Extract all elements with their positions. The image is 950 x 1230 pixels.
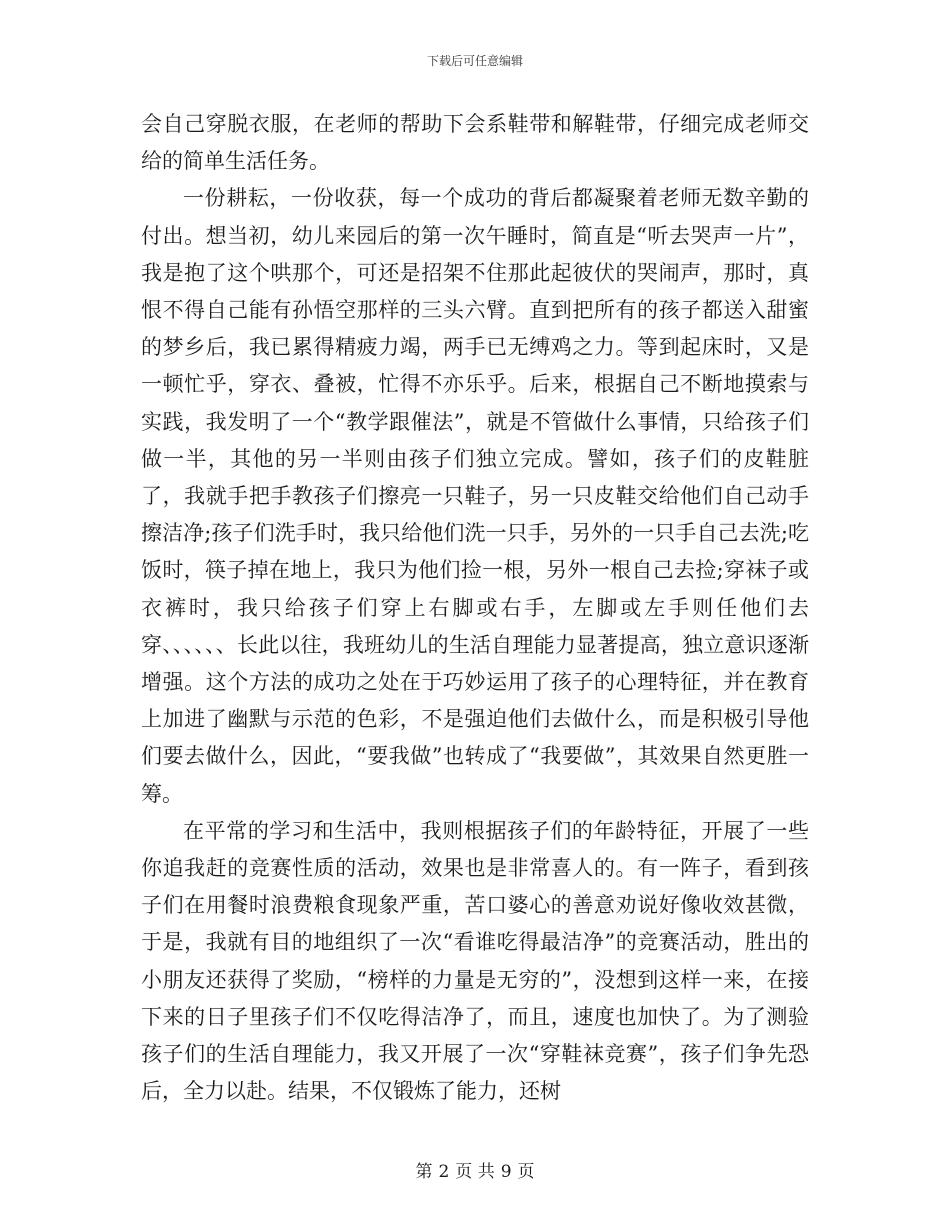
- footer-page-number: 2: [438, 1162, 450, 1182]
- page-footer: [0, 1157, 950, 1182]
- footer-suffix: 页: [517, 1162, 535, 1182]
- footer-middle: 页 共: [455, 1162, 495, 1182]
- paragraph-3: 在平常的学习和生活中，我则根据孩子们的年龄特征，开展了一些你追我赶的竞赛性质的活动，效果也是非常喜人的。有一阵子，看到孩子们在用餐时浪费粮食现象严重，苦口婆心的善意劝说好像收效甚微，于是，我就有目的地组织了一次“看谁吃得最洁净”的竞赛活动，胜出的小朋友还获得了奖励，“榜样的力量是无穷的”，没想到这样一来，在接下来的日子里孩子们不仅吃得洁净了，而且，速度也加快了。为了测验孩子们的生活自理能力，我又开展了一次“穿鞋袜竞赛”，孩子们争先恐后，全力以赴。结果，不仅锻炼了能力，还树: [141, 818, 809, 1104]
- document-body: [141, 106, 809, 1110]
- page-header: 下载后可任意编辑: [426, 54, 523, 68]
- paragraph-2: 一份耕耘，一份收获，每一个成功的背后都凝聚着老师无数辛勤的付出。想当初，幼儿来园后的第一次午睡时，简直是“听去哭声一片”，我是抱了这个哄那个，可还是招架不住那此起彼伏的哭闹声，那时，真恨不得自己能有孙悟空那样的三头六臂。直到把所有的孩子都送入甜蜜的梦乡后，我已累得精疲力竭，两手已无缚鸡之力。等到起床时，又是一顿忙乎，穿衣、叠被，忙得不亦乐乎。后来，根据自己不断地摸索与实践，我发明了一个“教学跟催法”，就是不管做什么事情，只给孩子们做一半，其他的另一半则由孩子们独立完成。譬如，孩子们的皮鞋脏了，我就手把手教孩子们擦亮一只鞋子，另一只皮鞋交给他们自己动手擦洁净;孩子们洗手时，我只给他们洗一只手，另外的一只手自己去洗;吃饭时，筷子掉在地上，我只为他们捡一根，另外一根自己去捡;穿袜子或衣裤时，我只给孩子们穿上右脚或右手，左脚或左手则任他们去穿、、、、、、长此以往，我班幼儿的生活自理能力显著提高，独立意识逐渐增强。这个方法的成功之处在于巧妙运用了孩子的心理特征，并在教育上加进了幽默与示范的色彩，不是强迫他们去做什么，而是积极引导他们要去做什么，因此，“要我做”也转成了“我要做”，其效果自然更胜一筹。: [141, 186, 809, 806]
- footer-prefix: 第: [415, 1162, 433, 1182]
- footer-total-pages: 9: [500, 1162, 512, 1182]
- paragraph-1: 会自己穿脱衣服，在老师的帮助下会系鞋带和解鞋带，仔细完成老师交给的简单生活任务。: [141, 112, 809, 174]
